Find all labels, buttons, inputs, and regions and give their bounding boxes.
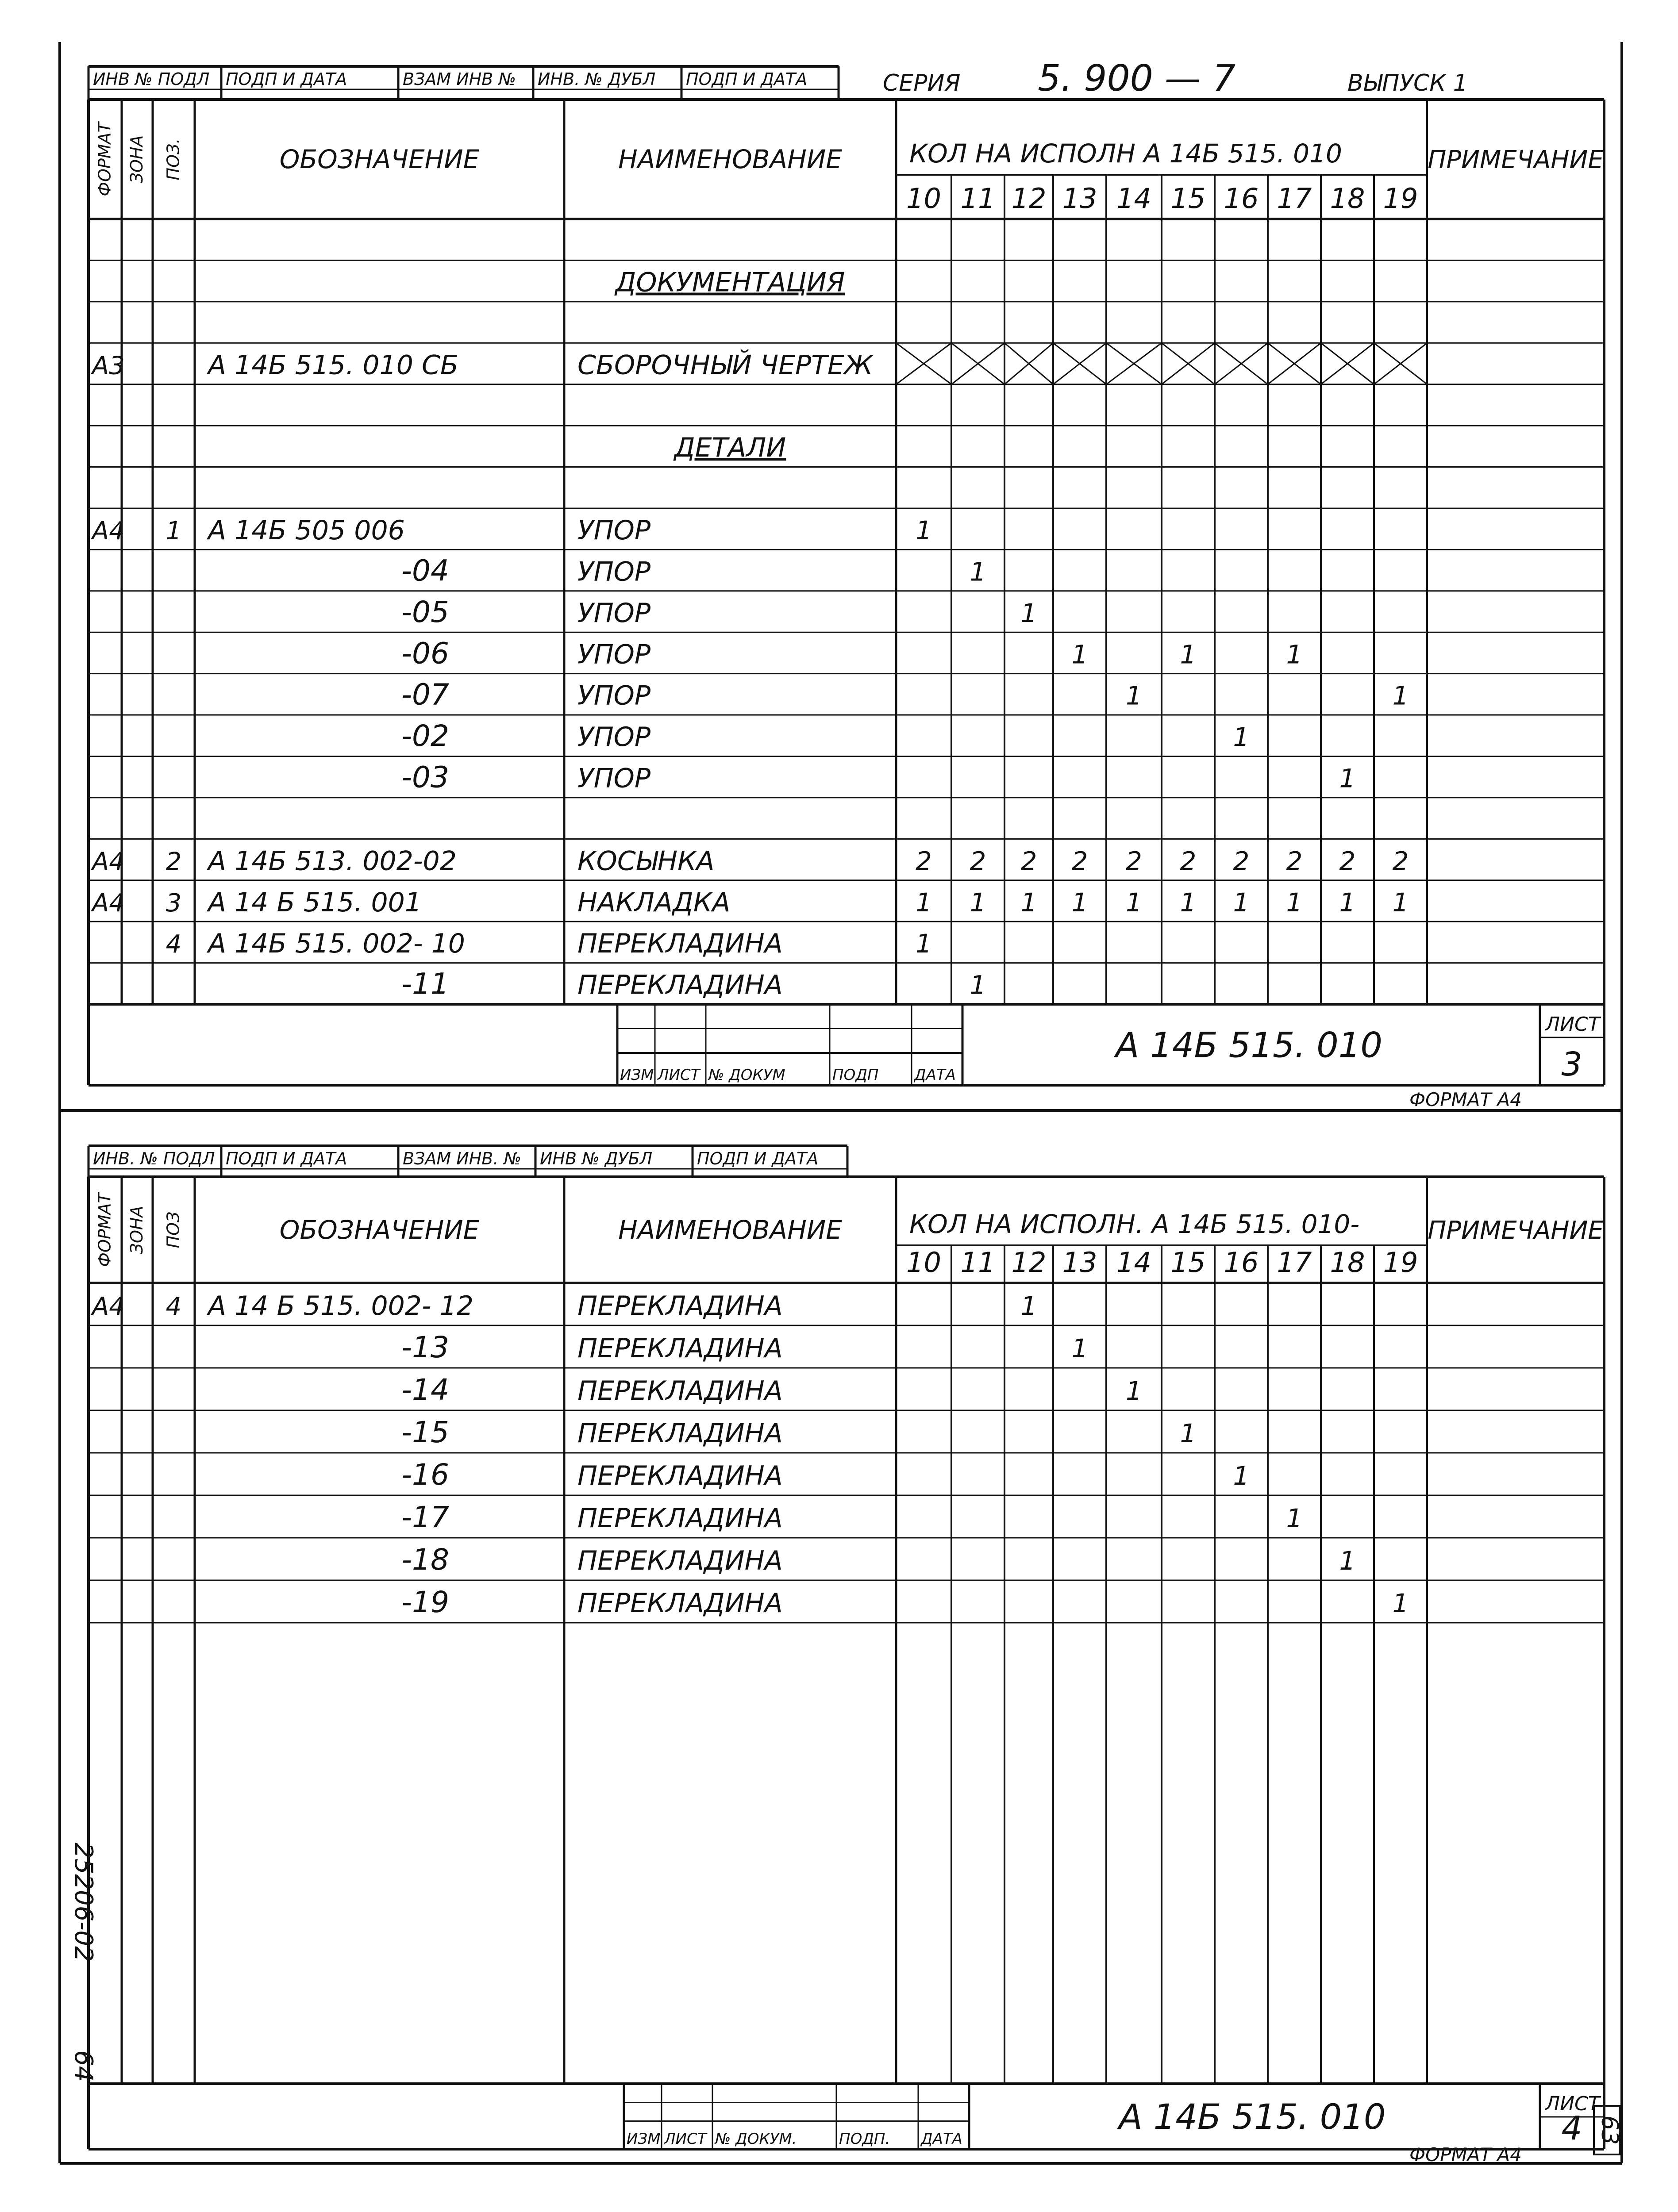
header-designation: ОБОЗНАЧЕНИЕ xyxy=(279,144,480,174)
row-designation: -07 xyxy=(401,677,449,712)
title-block-label: ИЗМ xyxy=(620,1066,654,1084)
header-name: НАИМЕНОВАНИЕ xyxy=(618,144,842,174)
row-format: А4 xyxy=(92,888,125,918)
row-position: 2 xyxy=(165,847,182,876)
qty-cell: 2 xyxy=(916,846,932,876)
qty-cell: 1 xyxy=(916,929,932,959)
spec-row xyxy=(89,432,1604,467)
sheet-2 xyxy=(89,1146,1604,2166)
qty-cell: 1 xyxy=(1339,1546,1356,1576)
row-name: УПОР xyxy=(577,639,651,670)
spec-row xyxy=(89,928,1604,963)
stamp-label: ИНВ. № ДУБЛ xyxy=(538,69,656,89)
row-designation: -04 xyxy=(401,553,449,588)
row-designation: -19 xyxy=(401,1585,449,1619)
qty-cell: 2 xyxy=(1233,846,1250,876)
qty-cell: 2 xyxy=(970,846,986,876)
header-variant-19: 19 xyxy=(1383,1246,1418,1279)
row-designation: -05 xyxy=(401,595,449,629)
row-position: 4 xyxy=(165,1292,182,1321)
qty-cell: 1 xyxy=(916,887,932,918)
stamp-label: ПОДП И ДАТА xyxy=(226,1149,347,1168)
header-qty-per-variant: КОЛ НА ИСПОЛН. А 14Б 515. 010- xyxy=(909,1209,1360,1239)
row-name: ПЕРЕКЛАДИНА xyxy=(577,1588,783,1619)
sheet-1 xyxy=(89,66,1604,1110)
qty-cell: 1 xyxy=(970,970,986,1000)
header-name: НАИМЕНОВАНИЕ xyxy=(618,1215,842,1245)
title-block-label: ЛИСТ xyxy=(664,2130,707,2148)
row-name: НАКЛАДКА xyxy=(577,887,731,918)
title-block-label: ПОДП xyxy=(832,1066,879,1084)
header-zone: ЗОНА xyxy=(127,135,146,184)
row-designation: -17 xyxy=(401,1500,449,1534)
header-variant-14: 14 xyxy=(1116,1246,1151,1279)
title-block-label: № ДОКУМ. xyxy=(715,2130,797,2148)
qty-cell: 1 xyxy=(1020,887,1037,918)
qty-cell: 1 xyxy=(1180,639,1197,670)
spec-row xyxy=(89,1585,1604,1623)
header-variant-10: 10 xyxy=(906,1246,941,1279)
stamp-label: ИНВ № ПОДЛ xyxy=(93,69,210,89)
row-name: ПЕРЕКЛАДИНА xyxy=(577,1418,783,1449)
spec-row xyxy=(89,1500,1604,1538)
qty-cell: 1 xyxy=(1339,887,1356,918)
row-name: УПОР xyxy=(577,722,651,753)
qty-cell: 1 xyxy=(1126,887,1142,918)
spec-row xyxy=(89,760,1604,798)
row-name: УПОР xyxy=(577,680,651,711)
row-designation: А 14 Б 515. 001 xyxy=(208,887,422,918)
document-designation: А 14Б 515. 010 xyxy=(1119,2097,1386,2137)
header-designation: ОБОЗНАЧЕНИЕ xyxy=(279,1215,480,1245)
spec-row xyxy=(89,967,1604,1004)
qty-cell: 1 xyxy=(1020,1291,1037,1321)
row-name: ПЕРЕКЛАДИНА xyxy=(577,1333,783,1364)
title-block-label: ПОДП. xyxy=(839,2130,890,2148)
series-header xyxy=(883,58,1468,100)
spec-row xyxy=(89,1458,1604,1495)
header-note: ПРИМЕЧАНИЕ xyxy=(1428,146,1604,174)
header-variant-13: 13 xyxy=(1062,1246,1097,1279)
spec-row xyxy=(89,343,1604,384)
title-block-label: ДАТА xyxy=(921,2130,962,2148)
sheet-number: 4 xyxy=(1561,2109,1582,2147)
issue-label: ВЫПУСК 1 xyxy=(1347,70,1468,96)
row-name: ПЕРЕКЛАДИНА xyxy=(577,1545,783,1576)
spec-row xyxy=(89,1330,1604,1368)
header-variant-17: 17 xyxy=(1277,182,1312,215)
row-designation: -14 xyxy=(401,1373,449,1407)
header-format: ФОРМАТ xyxy=(95,122,115,196)
qty-cell: 2 xyxy=(1180,846,1197,876)
header-variant-14: 14 xyxy=(1116,182,1151,215)
qty-cell: 1 xyxy=(1392,887,1409,918)
spec-row xyxy=(89,719,1604,756)
header-variant-16: 16 xyxy=(1224,182,1259,215)
header-zone: ЗОНА xyxy=(127,1206,146,1254)
header-variant-12: 12 xyxy=(1011,182,1047,215)
header-position: ПОЗ. xyxy=(163,138,183,180)
qty-cell: 1 xyxy=(1286,1503,1303,1533)
row-designation: -02 xyxy=(401,719,449,753)
header-variant-10: 10 xyxy=(906,182,941,215)
header-qty-per-variant: КОЛ НА ИСПОЛН А 14Б 515. 010 xyxy=(909,138,1342,169)
qty-cell: 1 xyxy=(1071,639,1088,670)
qty-cell: 1 xyxy=(1071,1333,1088,1363)
sheet-number: 3 xyxy=(1561,1045,1582,1083)
row-designation: -16 xyxy=(401,1458,449,1492)
spec-row xyxy=(89,267,1604,301)
header-variant-11: 11 xyxy=(960,1246,996,1279)
row-format: А3 xyxy=(92,351,125,380)
title-block-label: № ДОКУМ xyxy=(708,1066,785,1084)
document-designation: А 14Б 515. 010 xyxy=(1115,1025,1383,1066)
stamp-label: ИНВ. № ПОДЛ xyxy=(93,1149,215,1168)
stamp-label: ПОДП И ДАТА xyxy=(226,69,347,89)
qty-cell: 1 xyxy=(970,557,986,587)
row-name: УПОР xyxy=(577,597,651,629)
row-name: УПОР xyxy=(577,556,651,588)
spec-row xyxy=(89,595,1604,632)
spec-row xyxy=(89,845,1604,880)
header-variant-17: 17 xyxy=(1277,1246,1312,1279)
qty-cell: 2 xyxy=(1126,846,1142,876)
series-label: СЕРИЯ xyxy=(883,70,961,96)
qty-cell: 1 xyxy=(1233,722,1250,753)
row-designation: -15 xyxy=(401,1415,449,1449)
header-format: ФОРМАТ xyxy=(95,1193,115,1267)
sheet-label: ЛИСТ xyxy=(1545,1013,1600,1036)
spec-row xyxy=(89,1543,1604,1580)
row-designation: -18 xyxy=(401,1543,449,1577)
section-heading: ДЕТАЛИ xyxy=(674,432,786,464)
row-name: УПОР xyxy=(577,515,651,546)
archive-page: 64 xyxy=(69,2050,98,2082)
row-format: А4 xyxy=(92,847,125,876)
qty-cell: 1 xyxy=(1071,887,1088,918)
row-designation: -03 xyxy=(401,760,449,795)
qty-cell: 1 xyxy=(1339,763,1356,794)
stamp-label: ВЗАМ ИНВ № xyxy=(403,69,516,89)
header-variant-16: 16 xyxy=(1224,1246,1259,1279)
title-block-label: ДАТА xyxy=(914,1066,956,1084)
stamp-label: ПОДП И ДАТА xyxy=(686,69,808,89)
row-designation: -06 xyxy=(401,636,449,671)
row-name: СБОРОЧНЫЙ ЧЕРТЕЖ xyxy=(577,349,873,381)
stamp-label: ПОДП И ДАТА xyxy=(697,1149,819,1168)
spec-row xyxy=(89,515,1604,549)
qty-cell: 1 xyxy=(1392,680,1409,711)
row-designation: А 14Б 513. 002-02 xyxy=(208,845,457,877)
qty-cell: 1 xyxy=(1286,887,1303,918)
qty-cell: 1 xyxy=(916,515,932,546)
qty-cell: 1 xyxy=(1126,680,1142,711)
row-designation: А 14 Б 515. 002- 12 xyxy=(208,1290,474,1321)
header-variant-15: 15 xyxy=(1170,1246,1206,1279)
header-variant-11: 11 xyxy=(960,182,996,215)
header-variant-13: 13 xyxy=(1062,182,1097,215)
qty-cell: 1 xyxy=(1180,1418,1197,1448)
qty-cell: 1 xyxy=(1233,1461,1250,1491)
row-position: 3 xyxy=(165,888,182,918)
row-designation: А 14Б 515. 002- 10 xyxy=(208,928,465,960)
qty-cell: 2 xyxy=(1020,846,1037,876)
row-name: ПЕРЕКЛАДИНА xyxy=(577,969,783,1001)
header-note: ПРИМЕЧАНИЕ xyxy=(1428,1216,1604,1245)
header-variant-18: 18 xyxy=(1330,182,1365,215)
header-variant-19: 19 xyxy=(1383,182,1418,215)
qty-cell: 1 xyxy=(970,887,986,918)
header-variant-12: 12 xyxy=(1011,1246,1047,1279)
row-name: КОСЫНКА xyxy=(577,845,715,877)
qty-cell: 2 xyxy=(1071,846,1088,876)
qty-cell: 1 xyxy=(1020,598,1037,628)
format-note: ФОРМАТ А4 xyxy=(1409,1089,1522,1110)
row-position: 4 xyxy=(165,930,182,959)
row-name: ПЕРЕКЛАДИНА xyxy=(577,1503,783,1534)
qty-cell: 2 xyxy=(1286,846,1303,876)
row-designation: А 14Б 505 006 xyxy=(208,515,405,546)
stamp-label: ВЗАМ ИНВ. № xyxy=(403,1149,522,1168)
row-name: ПЕРЕКЛАДИНА xyxy=(577,1290,783,1321)
row-name: ПЕРЕКЛАДИНА xyxy=(577,1460,783,1491)
title-block-label: ИЗМ xyxy=(627,2130,661,2148)
section-heading: ДОКУМЕНТАЦИЯ xyxy=(615,267,845,298)
spec-row xyxy=(89,553,1604,591)
stamp-label: ИНВ № ДУБЛ xyxy=(540,1149,653,1168)
row-name: ПЕРЕКЛАДИНА xyxy=(577,928,783,960)
sheet-label: ЛИСТ xyxy=(1545,2093,1600,2115)
row-format: А4 xyxy=(92,517,125,546)
row-designation: А 14Б 515. 010 СБ xyxy=(208,349,459,381)
spec-row xyxy=(89,887,1604,922)
format-note: ФОРМАТ А4 xyxy=(1409,2144,1522,2166)
qty-cell: 2 xyxy=(1392,846,1409,876)
header-variant-18: 18 xyxy=(1330,1246,1365,1279)
qty-cell: 1 xyxy=(1126,1376,1142,1406)
row-position: 1 xyxy=(165,517,182,546)
page-corner-number: 63 xyxy=(1596,2115,1623,2145)
header-position: ПОЗ xyxy=(163,1211,183,1248)
row-name: ПЕРЕКЛАДИНА xyxy=(577,1375,783,1406)
qty-cell: 2 xyxy=(1339,846,1356,876)
row-name: УПОР xyxy=(577,763,651,794)
spec-row xyxy=(89,636,1604,673)
row-format: А4 xyxy=(92,1292,125,1321)
qty-cell: 1 xyxy=(1233,887,1250,918)
spec-row xyxy=(89,678,1604,715)
qty-cell: 1 xyxy=(1286,639,1303,670)
spec-row xyxy=(89,1290,1604,1325)
row-designation: -13 xyxy=(401,1330,449,1364)
header-variant-15: 15 xyxy=(1170,182,1206,215)
spec-row xyxy=(89,1373,1604,1410)
spec-row xyxy=(89,1415,1604,1453)
row-designation: -11 xyxy=(401,967,449,1001)
archive-number: 25206-02 xyxy=(69,1843,98,1962)
qty-cell: 1 xyxy=(1180,887,1197,918)
title-block-label: ЛИСТ xyxy=(658,1066,700,1084)
series-value: 5. 900 — 7 xyxy=(1038,58,1236,100)
qty-cell: 1 xyxy=(1392,1588,1409,1618)
